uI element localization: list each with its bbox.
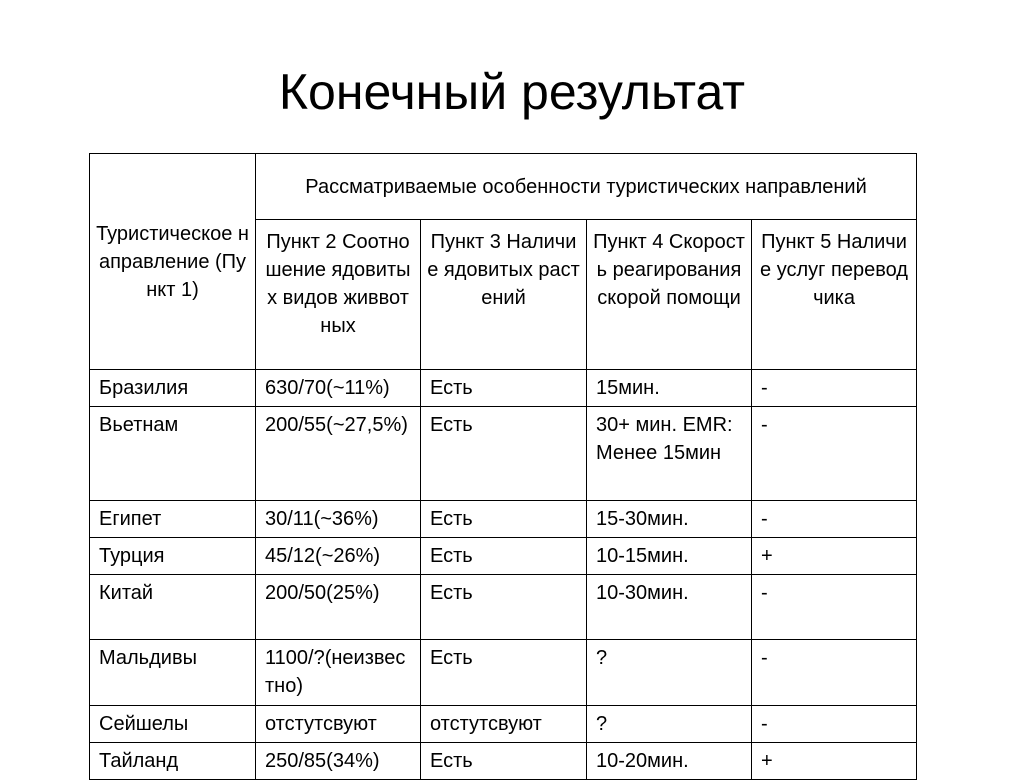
table-cell: Турция <box>90 538 256 575</box>
table-cell: 30+ мин. EMR: Менее 15мин <box>587 407 752 501</box>
table-cell: ? <box>587 706 752 743</box>
table-row <box>90 706 917 743</box>
table-cell: Есть <box>421 640 587 706</box>
table-cell: Вьетнам <box>90 407 256 501</box>
table-cell: 250/85(34%) <box>256 743 421 780</box>
page-title: Конечный результат <box>278 64 746 120</box>
table-cell: - <box>752 640 917 706</box>
table-cell: Есть <box>421 407 587 501</box>
header-direction: Туристическое направление (Пункт 1) <box>90 154 256 370</box>
table-cell: 200/55(~27,5%) <box>256 407 421 501</box>
table-row <box>90 407 917 501</box>
table-cell: 45/12(~26%) <box>256 538 421 575</box>
table-cell: - <box>752 407 917 501</box>
table-cell: + <box>752 743 917 780</box>
table-cell: 15-30мин. <box>587 501 752 538</box>
table-cell: Тайланд <box>90 743 256 780</box>
table-cell: Есть <box>421 538 587 575</box>
header-point-3: Пункт 3 Наличие ядовитых растений <box>421 220 587 370</box>
table-cell: Есть <box>421 370 587 407</box>
table-cell: 10-20мин. <box>587 743 752 780</box>
table-cell: - <box>752 575 917 640</box>
table-cell: 10-30мин. <box>587 575 752 640</box>
table-cell: Сейшелы <box>90 706 256 743</box>
table-cell: отстутсвуют <box>421 706 587 743</box>
table-row <box>90 370 917 407</box>
table-cell: Есть <box>421 575 587 640</box>
table-header-row <box>90 154 917 220</box>
table-cell: + <box>752 538 917 575</box>
table-row <box>90 640 917 706</box>
table-cell: - <box>752 370 917 407</box>
table-cell: 15мин. <box>587 370 752 407</box>
table-cell: Мальдивы <box>90 640 256 706</box>
table-cell: 10-15мин. <box>587 538 752 575</box>
table-row <box>90 575 917 640</box>
table-cell: ? <box>587 640 752 706</box>
table-cell: отстутсвуют <box>256 706 421 743</box>
table-cell: Бразилия <box>90 370 256 407</box>
table-row <box>90 743 917 780</box>
table-row <box>90 501 917 538</box>
results-table <box>89 153 917 780</box>
table-row <box>90 538 917 575</box>
table-cell: Египет <box>90 501 256 538</box>
table-cell: 30/11(~36%) <box>256 501 421 538</box>
table-cell: - <box>752 501 917 538</box>
table-cell: Есть <box>421 501 587 538</box>
table-cell: - <box>752 706 917 743</box>
header-features: Рассматриваемые особенности туристических направлений <box>256 154 917 220</box>
header-point-2: Пункт 2 Соотношение ядовитых видов живвотных <box>256 220 421 370</box>
header-point-4: Пункт 4 Скорость реагирования скорой помощи <box>587 220 752 370</box>
table-cell: 1100/?(неизвестно) <box>256 640 421 706</box>
table-cell: Китай <box>90 575 256 640</box>
table-cell: Есть <box>421 743 587 780</box>
header-point-5: Пункт 5 Наличие услуг переводчика <box>752 220 917 370</box>
table-cell: 630/70(~11%) <box>256 370 421 407</box>
table-cell: 200/50(25%) <box>256 575 421 640</box>
